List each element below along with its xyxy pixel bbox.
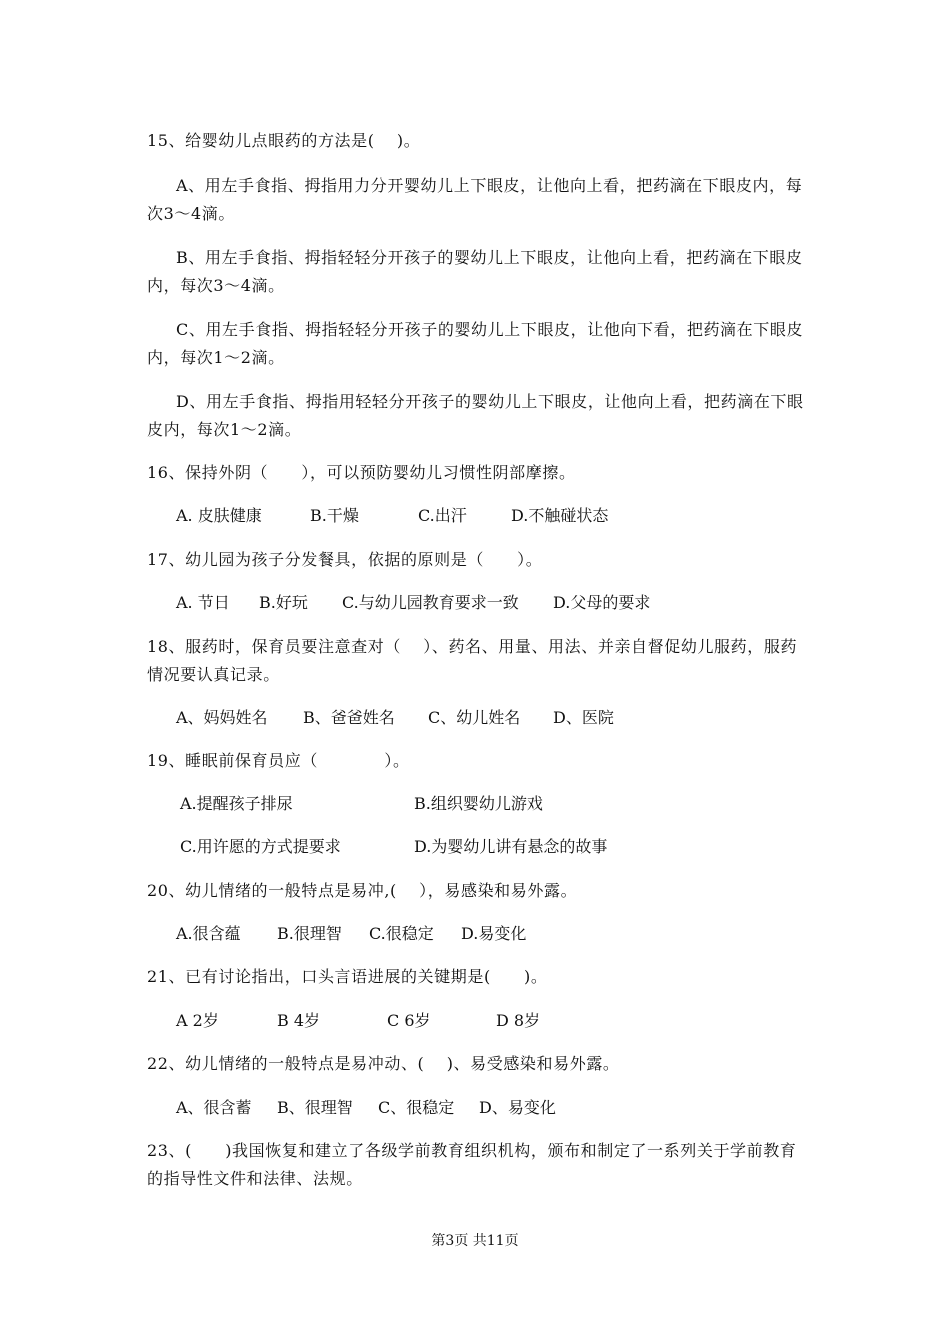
question-19-option-a: A.提醒孩子排尿 — [180, 794, 293, 813]
question-19-option-c: C.用许愿的方式提要求 — [180, 837, 341, 856]
question-19-option-b: B.组织婴幼儿游戏 — [414, 794, 543, 813]
question-18-option-d: D、医院 — [553, 708, 614, 727]
question-19-option-d: D.为婴幼儿讲有悬念的故事 — [414, 837, 608, 856]
question-18-stem-line1: 18、服药时，保育员要注意查对（ ）、药名、用量、用法、并亲自督促幼儿服药，服药 — [147, 637, 798, 656]
question-18-option-c: C、幼儿姓名 — [428, 708, 521, 727]
question-15-option-c-line2: 内，每次1～2滴。 — [147, 348, 285, 367]
question-21-stem: 21、已有讨论指出，口头言语进展的关键期是( )。 — [147, 967, 548, 986]
question-18-option-b: B、爸爸姓名 — [303, 708, 395, 727]
question-19-stem: 19、睡眠前保育员应（ ）。 — [147, 751, 410, 770]
question-15-stem: 15、给婴幼儿点眼药的方法是( )。 — [147, 131, 421, 150]
question-15-option-a-line2: 次3～4滴。 — [147, 204, 235, 223]
question-22-option-c: C、很稳定 — [378, 1098, 455, 1117]
question-15-option-a-line1: A、用左手食指、拇指用力分开婴幼儿上下眼皮，让他向上看，把药滴在下眼皮内，每 — [176, 176, 803, 195]
question-17-stem: 17、幼儿园为孩子分发餐具，依据的原则是（ ）。 — [147, 550, 543, 569]
question-17-option-a: A. 节日 — [176, 593, 230, 612]
question-20-option-d: D.易变化 — [461, 924, 527, 943]
question-16-stem: 16、保持外阴（ ），可以预防婴幼儿习惯性阴部摩擦。 — [147, 463, 576, 482]
page-number: 第3页 共11页 — [431, 1233, 519, 1249]
question-21-option-a: A 2岁 — [176, 1011, 219, 1030]
question-17-option-d: D.父母的要求 — [553, 593, 651, 612]
question-22-option-b: B、很理智 — [277, 1098, 353, 1117]
question-20-option-b: B.很理智 — [277, 924, 342, 943]
question-22-stem: 22、幼儿情绪的一般特点是易冲动、( )、易受感染和易外露。 — [147, 1054, 620, 1073]
question-20-option-a: A.很含蕴 — [176, 924, 241, 943]
question-16-option-d: D.不触碰状态 — [511, 506, 609, 525]
question-15-option-d-line1: D、用左手食指、拇指用轻轻分开孩子的婴幼儿上下眼皮，让他向上看，把药滴在下眼 — [176, 392, 804, 411]
question-18-option-a: A、妈妈姓名 — [176, 708, 268, 727]
question-21-option-c: C 6岁 — [387, 1011, 431, 1030]
question-20-stem: 20、幼儿情绪的一般特点是易冲,( ），易感染和易外露。 — [147, 881, 578, 900]
question-17-option-b: B.好玩 — [259, 593, 308, 612]
question-21-option-b: B 4岁 — [277, 1011, 321, 1030]
question-15-option-b-line1: B、用左手食指、拇指轻轻分开孩子的婴幼儿上下眼皮，让他向上看，把药滴在下眼皮 — [176, 248, 803, 267]
question-15-option-b-line2: 内，每次3～4滴。 — [147, 276, 285, 295]
question-18-stem-line2: 情况要认真记录。 — [147, 665, 280, 684]
question-23-stem-line2: 的指导性文件和法律、法规。 — [147, 1169, 363, 1188]
question-22-option-a: A、很含蓄 — [176, 1098, 252, 1117]
question-16-option-c: C.出汗 — [418, 506, 467, 525]
question-17-option-c: C.与幼儿园教育要求一致 — [342, 593, 519, 612]
question-23-stem-line1: 23、( )我国恢复和建立了各级学前教育组织机构，颁布和制定了一系列关于学前教育 — [147, 1141, 797, 1160]
question-22-option-d: D、易变化 — [479, 1098, 556, 1117]
question-21-option-d: D 8岁 — [496, 1011, 541, 1030]
question-15-option-c-line1: C、用左手食指、拇指轻轻分开孩子的婴幼儿上下眼皮，让他向下看，把药滴在下眼皮 — [176, 320, 804, 339]
question-16-option-b: B.干燥 — [310, 506, 359, 525]
question-16-option-a: A. 皮肤健康 — [176, 506, 262, 525]
question-15-option-d-line2: 皮内，每次1～2滴。 — [147, 420, 302, 439]
question-20-option-c: C.很稳定 — [369, 924, 434, 943]
